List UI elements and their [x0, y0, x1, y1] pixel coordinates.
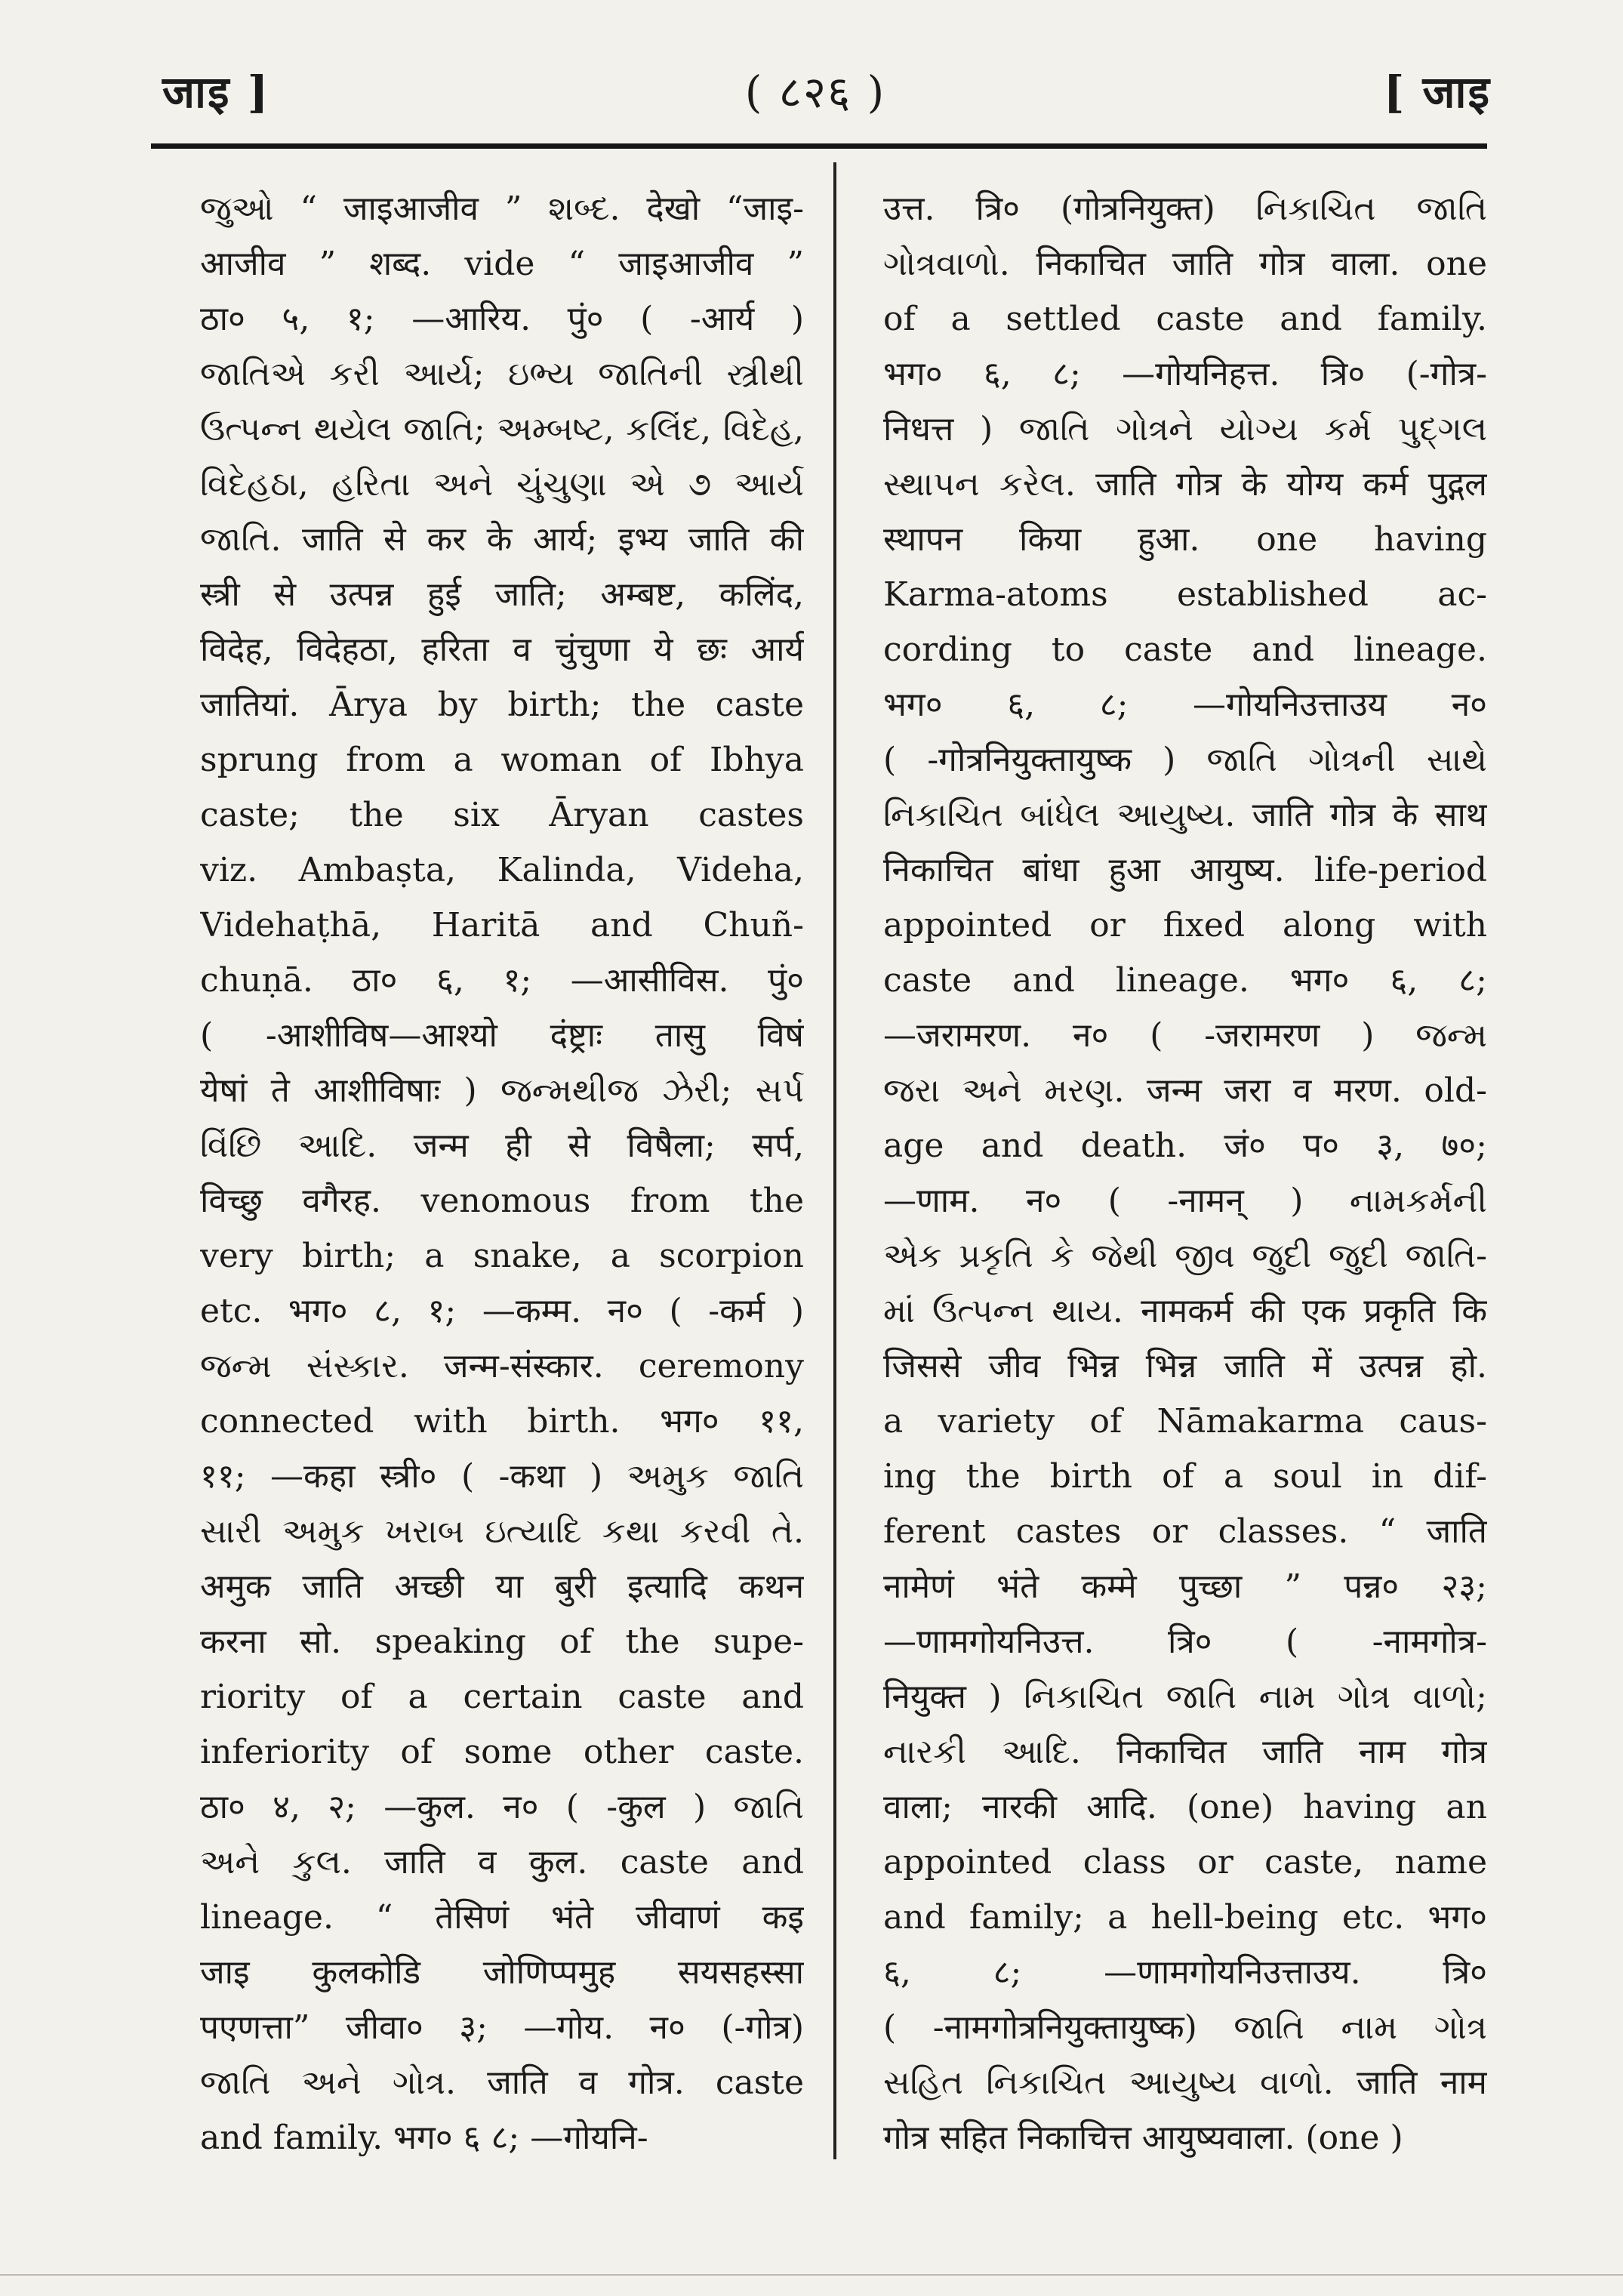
text-line: स्थापन किया हुआ. one having — [883, 520, 1487, 559]
text-line: appointed or fixed along with — [883, 906, 1487, 945]
text-line: भग० ६, ८; —गोयनिउत्ताउय न० — [883, 686, 1487, 724]
text-line: ( -आशीविष—आश्यो दंष्ट्राः तासु विषं — [200, 1016, 804, 1055]
text-line: caste and lineage. भग० ६, ८; — [883, 961, 1487, 1000]
text-line: inferiority of some other caste. — [200, 1733, 804, 1771]
text-line: ઉત્પન્ન થયેલ જાતિ; અમ્બષ્ટ, કલિંદ, વિદેહ, — [200, 410, 804, 448]
text-line: उत्त. त्रि० (गोत्रनियुक्त) નિકાચિત જાતિ — [883, 190, 1487, 228]
text-line: जिससे जीव भिन्न भिन्न जाति में उत्पन्न हो. — [883, 1347, 1487, 1385]
text-line: ठा० ५, १; —आरिय. पुं० ( -आर्य ) — [200, 300, 804, 338]
left-guide-word: जाइ ] — [162, 66, 270, 118]
text-line: વિદેહઠા, હરિતા અને ચુંચુણા એ ૭ આર્ય — [200, 465, 804, 504]
text-line: ११; —कहा स्त्री० ( -कथा ) અમુક જાતિ — [200, 1457, 804, 1496]
text-line: येषां ते आशीविषाः ) જન્મથીજ ઝેરી; સર્પ — [200, 1071, 804, 1110]
text-line: ગોત્રવાળો. निकाचित जाति गोत्र वाला. one — [883, 245, 1487, 283]
text-line: and family; a hell-being etc. भग० — [883, 1898, 1487, 1937]
text-line: —णामगोयनिउत्त. त्रि० ( -नामगोत्र- — [883, 1623, 1487, 1661]
text-line: સહિત નિકાચિત આયુષ્ય વાળો. जाति नाम — [883, 2063, 1487, 2102]
page-header — [0, 53, 1623, 128]
text-line: गोत्र सहित निकाचित्त आयुष्यवाला. (one ) — [883, 2119, 1403, 2157]
text-line: જાતિ અને ગોત્ર. जाति व गोत्र. caste — [200, 2063, 804, 2102]
text-line: ठा० ४, २; —कुल. न० ( -कुल ) જાતિ — [200, 1788, 804, 1826]
text-line: विदेह, विदेहठा, हरिता व चुंचुणा ये छः आर्य — [200, 630, 804, 669]
text-line: पएणत्ता” जीवा० ३; —गोय. न० (-गोत्र) — [200, 2008, 804, 2047]
text-line: नियुक्त ) નિકાચિત જાતિ નામ ગોત્ર વાળો; — [883, 1678, 1487, 1716]
text-line: विच्छु वगैरह. venomous from the — [200, 1182, 804, 1220]
right-column — [883, 181, 1487, 2159]
text-line: —जरामरण. न० ( -जरामरण ) જન્મ — [883, 1016, 1487, 1055]
text-line: आजीव ” शब्द. vide “ जाइआजीव ” — [200, 245, 804, 283]
text-line: स्त्री से उत्पन्न हुई जाति; अम्बष्ट, कलिंद, — [200, 575, 804, 614]
left-column — [200, 181, 804, 2159]
text-line: भग० ६, ८; —गोयनिहत्त. त्रि० (-गोत्र- — [883, 355, 1487, 393]
text-line: જુઓ “ जाइआजीव ” શબ્દ. देखो “जाइ- — [200, 190, 804, 228]
text-line: સ્થાપન કરેલ. जाति गोत्र के योग्य कर्म पुद्गल — [883, 465, 1487, 504]
text-line: જરા અને મરણ. जन्म जरा व मरण. old- — [883, 1071, 1487, 1110]
text-line: chuṇā. ठा० ६, १; —आसीविस. पुं० — [200, 961, 804, 1000]
text-line: જાતિ. जाति से कर के आर्य; इभ्य जाति की — [200, 520, 804, 559]
text-line: નિકાચિત બાંધેલ આયુષ્ય. जाति गोत्र के साथ — [883, 796, 1487, 834]
text-line: viz. Ambaṣta, Kalinda, Videha, — [200, 851, 804, 889]
text-line: Karma-atoms established ac- — [883, 575, 1487, 614]
text-line: ferent castes or classes. “ जाति — [883, 1512, 1487, 1551]
text-line: Videhaṭhā, Haritā and Chuñ- — [200, 906, 804, 945]
column-divider — [833, 162, 836, 2159]
text-line: very birth; a snake, a scorpion — [200, 1237, 804, 1275]
text-line: ( -गोत्रनियुक्तायुष्क ) જાતિ ગોત્રની સાથે — [883, 741, 1487, 779]
text-line: and family. भग० ६ ८; —गोयनि- — [200, 2119, 648, 2157]
text-line: अमुक जाति अच्छी या बुरी इत्यादि कथन — [200, 1567, 804, 1606]
text-line: નારકી આદિ. निकाचित जाति नाम गोत्र — [883, 1733, 1487, 1771]
text-line: निधत्त ) જાતિ ગોત્રને યોગ્ય કર્મ પુદ્ગલ — [883, 410, 1487, 448]
text-line: વિંછિ આદિ. जन्म ही से विषैला; सर्प, — [200, 1126, 804, 1165]
text-line: ( -नामगोत्रनियुक्तायुष्क) જાતિ નામ ગોત્ર — [883, 2008, 1487, 2047]
text-line: वाला; नारकी आदि. (one) having an — [883, 1788, 1487, 1826]
text-line: निकाचित बांधा हुआ आयुष्य. life-period — [883, 851, 1487, 889]
text-line: करना सो. speaking of the supe- — [200, 1623, 804, 1661]
text-line: जातियां. Ārya by birth; the caste — [200, 686, 804, 724]
text-line: नामेणं भंते कम्मे पुच्छा ” पन्न० २३; — [883, 1567, 1487, 1606]
header-rule — [151, 143, 1487, 149]
text-line: જન્મ સંસ્કાર. जन्म-संस्कार. ceremony — [200, 1347, 804, 1385]
text-line: એક પ્રકૃતિ કે જેથી જીવ જુદી જુદી જાતિ- — [883, 1237, 1487, 1275]
text-line: ६, ८; —णामगोयनिउत्ताउय. त्रि० — [883, 1953, 1487, 1992]
text-line: lineage. “ तेसिणं भंते जीवाणं कइ — [200, 1898, 804, 1937]
text-line: a variety of Nāmakarma caus- — [883, 1402, 1487, 1441]
text-line: અને કુલ. जाति व कुल. caste and — [200, 1843, 804, 1881]
text-line: caste; the six Āryan castes — [200, 796, 804, 834]
text-line: sprung from a woman of Ibhya — [200, 741, 804, 779]
text-line: સારી અમુક ખરાબ ઇત્યાદિ કથા કરવી તે. — [200, 1512, 804, 1551]
text-line: etc. भग० ८, १; —कम्म. न० ( -कर्म ) — [200, 1292, 804, 1330]
text-line: ing the birth of a soul in dif- — [883, 1457, 1487, 1496]
page-number: ( ८२६ ) — [744, 66, 886, 118]
text-line: of a settled caste and family. — [883, 300, 1487, 338]
right-guide-word: [ जाइ — [1383, 66, 1491, 118]
text-line: riority of a certain caste and — [200, 1678, 804, 1716]
text-line: માં ઉત્પન્ન થાય. नामकर्म की एक प्रकृति कि — [883, 1292, 1487, 1330]
text-line: जाइ कुलकोडि जोणिप्पमुह सयसहस्सा — [200, 1953, 804, 1992]
text-line: —णाम. न० ( -नामन् ) નામકર્મની — [883, 1182, 1487, 1220]
text-line: જાતિએ કરી આર્ય; ઇભ્ય જાતિની સ્ત્રીથી — [200, 355, 804, 393]
text-line: cording to caste and lineage. — [883, 630, 1487, 669]
text-line: connected with birth. भग० ११, — [200, 1402, 804, 1441]
page-bottom-edge — [0, 2274, 1623, 2276]
text-line: age and death. जं० प० ३, ७०; — [883, 1126, 1487, 1165]
text-line: appointed class or caste, name — [883, 1843, 1487, 1881]
